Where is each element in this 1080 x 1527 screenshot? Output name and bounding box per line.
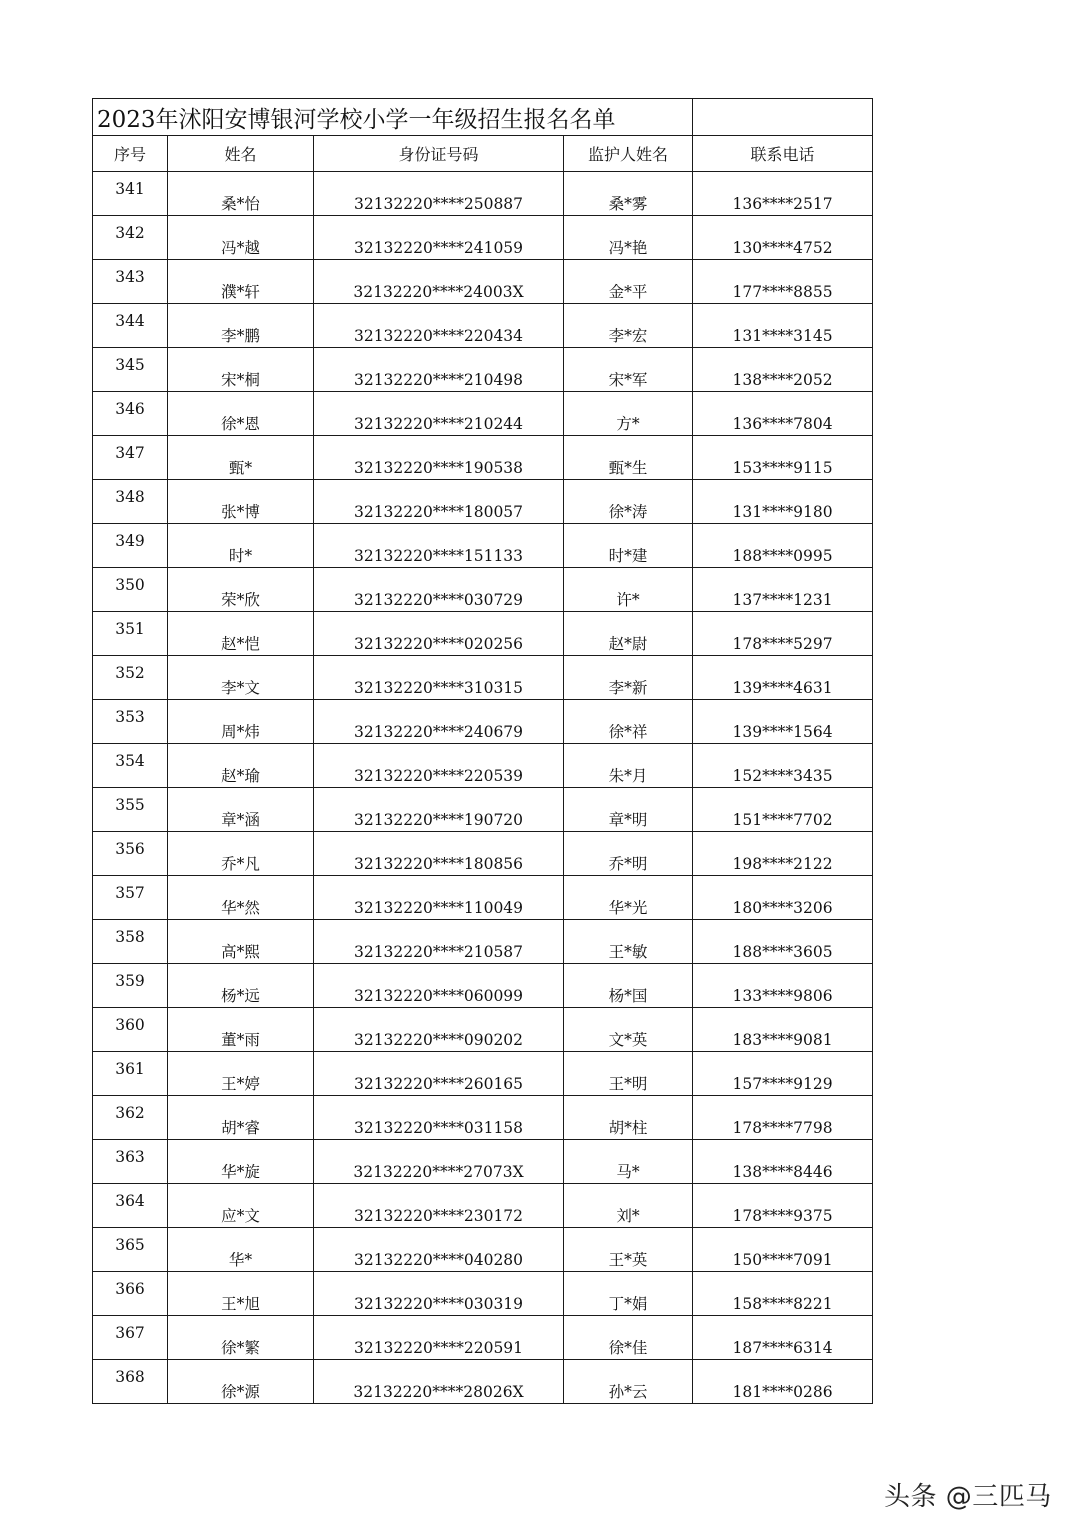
cell-name: 徐*源: [168, 1360, 314, 1404]
table-row: [93, 436, 873, 480]
cell-guardian: 冯*艳: [564, 216, 693, 260]
cell-id-number: 32132220****180856: [314, 832, 564, 876]
cell-phone: 131****9180: [693, 480, 873, 524]
table-row: [93, 1140, 873, 1184]
table-row: [93, 788, 873, 832]
table-row: [93, 612, 873, 656]
cell-seq: 345: [93, 348, 168, 392]
cell-id-number: 32132220****220434: [314, 304, 564, 348]
table-row: [93, 920, 873, 964]
cell-name: 甄*: [168, 436, 314, 480]
cell-id-number: 32132220****210587: [314, 920, 564, 964]
header-name: 姓名: [168, 136, 314, 172]
cell-seq: 367: [93, 1316, 168, 1360]
cell-seq: 352: [93, 656, 168, 700]
watermark-text: 头条 @三匹马: [884, 1482, 1052, 1512]
cell-guardian: 甄*生: [564, 436, 693, 480]
cell-guardian: 王*英: [564, 1228, 693, 1272]
table-row: [93, 964, 873, 1008]
table-row: [93, 1316, 873, 1360]
cell-name: 周*炜: [168, 700, 314, 744]
cell-phone: 152****3435: [693, 744, 873, 788]
cell-guardian: 马*: [564, 1140, 693, 1184]
cell-name: 徐*繁: [168, 1316, 314, 1360]
cell-phone: 178****9375: [693, 1184, 873, 1228]
cell-name: 胡*睿: [168, 1096, 314, 1140]
cell-guardian: 孙*云: [564, 1360, 693, 1404]
header-seq: 序号: [93, 136, 168, 172]
cell-guardian: 赵*尉: [564, 612, 693, 656]
cell-guardian: 许*: [564, 568, 693, 612]
cell-guardian: 桑*雾: [564, 172, 693, 216]
cell-guardian: 华*光: [564, 876, 693, 920]
cell-seq: 361: [93, 1052, 168, 1096]
table-row: [93, 480, 873, 524]
cell-name: 张*博: [168, 480, 314, 524]
cell-id-number: 32132220****030319: [314, 1272, 564, 1316]
cell-id-number: 32132220****151133: [314, 524, 564, 568]
cell-guardian: 胡*柱: [564, 1096, 693, 1140]
table-row: [93, 1272, 873, 1316]
cell-seq: 365: [93, 1228, 168, 1272]
cell-phone: 178****7798: [693, 1096, 873, 1140]
cell-guardian: 刘*: [564, 1184, 693, 1228]
cell-seq: 364: [93, 1184, 168, 1228]
cell-name: 杨*远: [168, 964, 314, 1008]
cell-seq: 354: [93, 744, 168, 788]
cell-phone: 151****7702: [693, 788, 873, 832]
cell-seq: 355: [93, 788, 168, 832]
cell-guardian: 李*宏: [564, 304, 693, 348]
cell-phone: 150****7091: [693, 1228, 873, 1272]
cell-name: 董*雨: [168, 1008, 314, 1052]
cell-phone: 178****5297: [693, 612, 873, 656]
cell-guardian: 朱*月: [564, 744, 693, 788]
table-row: [93, 700, 873, 744]
table-body: [93, 172, 873, 1404]
cell-phone: 139****1564: [693, 700, 873, 744]
cell-name: 乔*凡: [168, 832, 314, 876]
table-row: [93, 348, 873, 392]
table-row: [93, 1096, 873, 1140]
cell-seq: 349: [93, 524, 168, 568]
header-row: [93, 136, 873, 172]
cell-seq: 356: [93, 832, 168, 876]
cell-id-number: 32132220****241059: [314, 216, 564, 260]
cell-phone: 187****6314: [693, 1316, 873, 1360]
cell-phone: 136****2517: [693, 172, 873, 216]
cell-name: 赵*瑜: [168, 744, 314, 788]
title-row: [93, 99, 873, 136]
cell-name: 王*婷: [168, 1052, 314, 1096]
cell-guardian: 金*平: [564, 260, 693, 304]
table-row: [93, 876, 873, 920]
header-phone: 联系电话: [693, 136, 873, 172]
cell-guardian: 徐*祥: [564, 700, 693, 744]
table-row: [93, 1184, 873, 1228]
cell-guardian: 王*敏: [564, 920, 693, 964]
cell-id-number: 32132220****310315: [314, 656, 564, 700]
cell-phone: 183****9081: [693, 1008, 873, 1052]
cell-seq: 348: [93, 480, 168, 524]
table-row: [93, 392, 873, 436]
cell-id-number: 32132220****190720: [314, 788, 564, 832]
cell-seq: 344: [93, 304, 168, 348]
title-blank-cell: [693, 99, 873, 136]
cell-id-number: 32132220****250887: [314, 172, 564, 216]
cell-guardian: 章*明: [564, 788, 693, 832]
table-row: [93, 1360, 873, 1404]
cell-phone: 198****2122: [693, 832, 873, 876]
cell-name: 徐*恩: [168, 392, 314, 436]
cell-guardian: 文*英: [564, 1008, 693, 1052]
cell-seq: 342: [93, 216, 168, 260]
cell-guardian: 方*: [564, 392, 693, 436]
cell-phone: 136****7804: [693, 392, 873, 436]
table-row: [93, 1052, 873, 1096]
cell-guardian: 杨*国: [564, 964, 693, 1008]
cell-phone: 139****4631: [693, 656, 873, 700]
cell-seq: 341: [93, 172, 168, 216]
cell-name: 宋*桐: [168, 348, 314, 392]
cell-seq: 347: [93, 436, 168, 480]
cell-id-number: 32132220****28026X: [314, 1360, 564, 1404]
cell-seq: 362: [93, 1096, 168, 1140]
cell-name: 冯*越: [168, 216, 314, 260]
cell-seq: 368: [93, 1360, 168, 1404]
table-row: [93, 1008, 873, 1052]
cell-id-number: 32132220****24003X: [314, 260, 564, 304]
cell-id-number: 32132220****030729: [314, 568, 564, 612]
cell-id-number: 32132220****110049: [314, 876, 564, 920]
cell-name: 时*: [168, 524, 314, 568]
table-row: [93, 524, 873, 568]
cell-phone: 188****3605: [693, 920, 873, 964]
cell-id-number: 32132220****260165: [314, 1052, 564, 1096]
table-row: [93, 216, 873, 260]
table-row: [93, 172, 873, 216]
cell-seq: 358: [93, 920, 168, 964]
cell-id-number: 32132220****060099: [314, 964, 564, 1008]
table-row: [93, 1228, 873, 1272]
cell-name: 李*鹏: [168, 304, 314, 348]
table-row: [93, 832, 873, 876]
cell-name: 高*熙: [168, 920, 314, 964]
cell-phone: 157****9129: [693, 1052, 873, 1096]
cell-name: 章*涵: [168, 788, 314, 832]
cell-id-number: 32132220****040280: [314, 1228, 564, 1272]
cell-phone: 188****0995: [693, 524, 873, 568]
cell-name: 华*旋: [168, 1140, 314, 1184]
cell-seq: 360: [93, 1008, 168, 1052]
cell-seq: 363: [93, 1140, 168, 1184]
cell-id-number: 32132220****210244: [314, 392, 564, 436]
cell-phone: 153****9115: [693, 436, 873, 480]
table-row: [93, 304, 873, 348]
cell-id-number: 32132220****220591: [314, 1316, 564, 1360]
cell-guardian: 乔*明: [564, 832, 693, 876]
cell-name: 濮*轩: [168, 260, 314, 304]
cell-phone: 137****1231: [693, 568, 873, 612]
cell-guardian: 李*新: [564, 656, 693, 700]
cell-id-number: 32132220****210498: [314, 348, 564, 392]
cell-seq: 350: [93, 568, 168, 612]
cell-name: 华*然: [168, 876, 314, 920]
cell-phone: 133****9806: [693, 964, 873, 1008]
table-title: 2023年沭阳安博银河学校小学一年级招生报名名单: [93, 99, 693, 136]
cell-id-number: 32132220****031158: [314, 1096, 564, 1140]
cell-name: 华*: [168, 1228, 314, 1272]
cell-guardian: 徐*涛: [564, 480, 693, 524]
table-row: [93, 260, 873, 304]
header-guardian: 监护人姓名: [564, 136, 693, 172]
cell-name: 王*旭: [168, 1272, 314, 1316]
cell-id-number: 32132220****27073X: [314, 1140, 564, 1184]
cell-guardian: 王*明: [564, 1052, 693, 1096]
cell-name: 桑*怡: [168, 172, 314, 216]
cell-id-number: 32132220****220539: [314, 744, 564, 788]
cell-phone: 158****8221: [693, 1272, 873, 1316]
cell-id-number: 32132220****020256: [314, 612, 564, 656]
table-row: [93, 744, 873, 788]
cell-guardian: 时*建: [564, 524, 693, 568]
cell-id-number: 32132220****190538: [314, 436, 564, 480]
cell-id-number: 32132220****180057: [314, 480, 564, 524]
cell-name: 李*文: [168, 656, 314, 700]
cell-seq: 343: [93, 260, 168, 304]
cell-id-number: 32132220****090202: [314, 1008, 564, 1052]
enrollment-table: [92, 98, 873, 1404]
cell-guardian: 宋*军: [564, 348, 693, 392]
cell-name: 荣*欣: [168, 568, 314, 612]
cell-seq: 359: [93, 964, 168, 1008]
cell-phone: 130****4752: [693, 216, 873, 260]
cell-seq: 346: [93, 392, 168, 436]
cell-seq: 353: [93, 700, 168, 744]
cell-phone: 138****8446: [693, 1140, 873, 1184]
cell-seq: 351: [93, 612, 168, 656]
cell-name: 应*文: [168, 1184, 314, 1228]
cell-seq: 357: [93, 876, 168, 920]
cell-phone: 181****0286: [693, 1360, 873, 1404]
cell-id-number: 32132220****240679: [314, 700, 564, 744]
cell-phone: 177****8855: [693, 260, 873, 304]
table-row: [93, 656, 873, 700]
table-row: [93, 568, 873, 612]
cell-id-number: 32132220****230172: [314, 1184, 564, 1228]
cell-seq: 366: [93, 1272, 168, 1316]
cell-phone: 138****2052: [693, 348, 873, 392]
cell-guardian: 丁*娟: [564, 1272, 693, 1316]
cell-guardian: 徐*佳: [564, 1316, 693, 1360]
header-id-number: 身份证号码: [314, 136, 564, 172]
cell-name: 赵*恺: [168, 612, 314, 656]
cell-phone: 180****3206: [693, 876, 873, 920]
cell-phone: 131****3145: [693, 304, 873, 348]
